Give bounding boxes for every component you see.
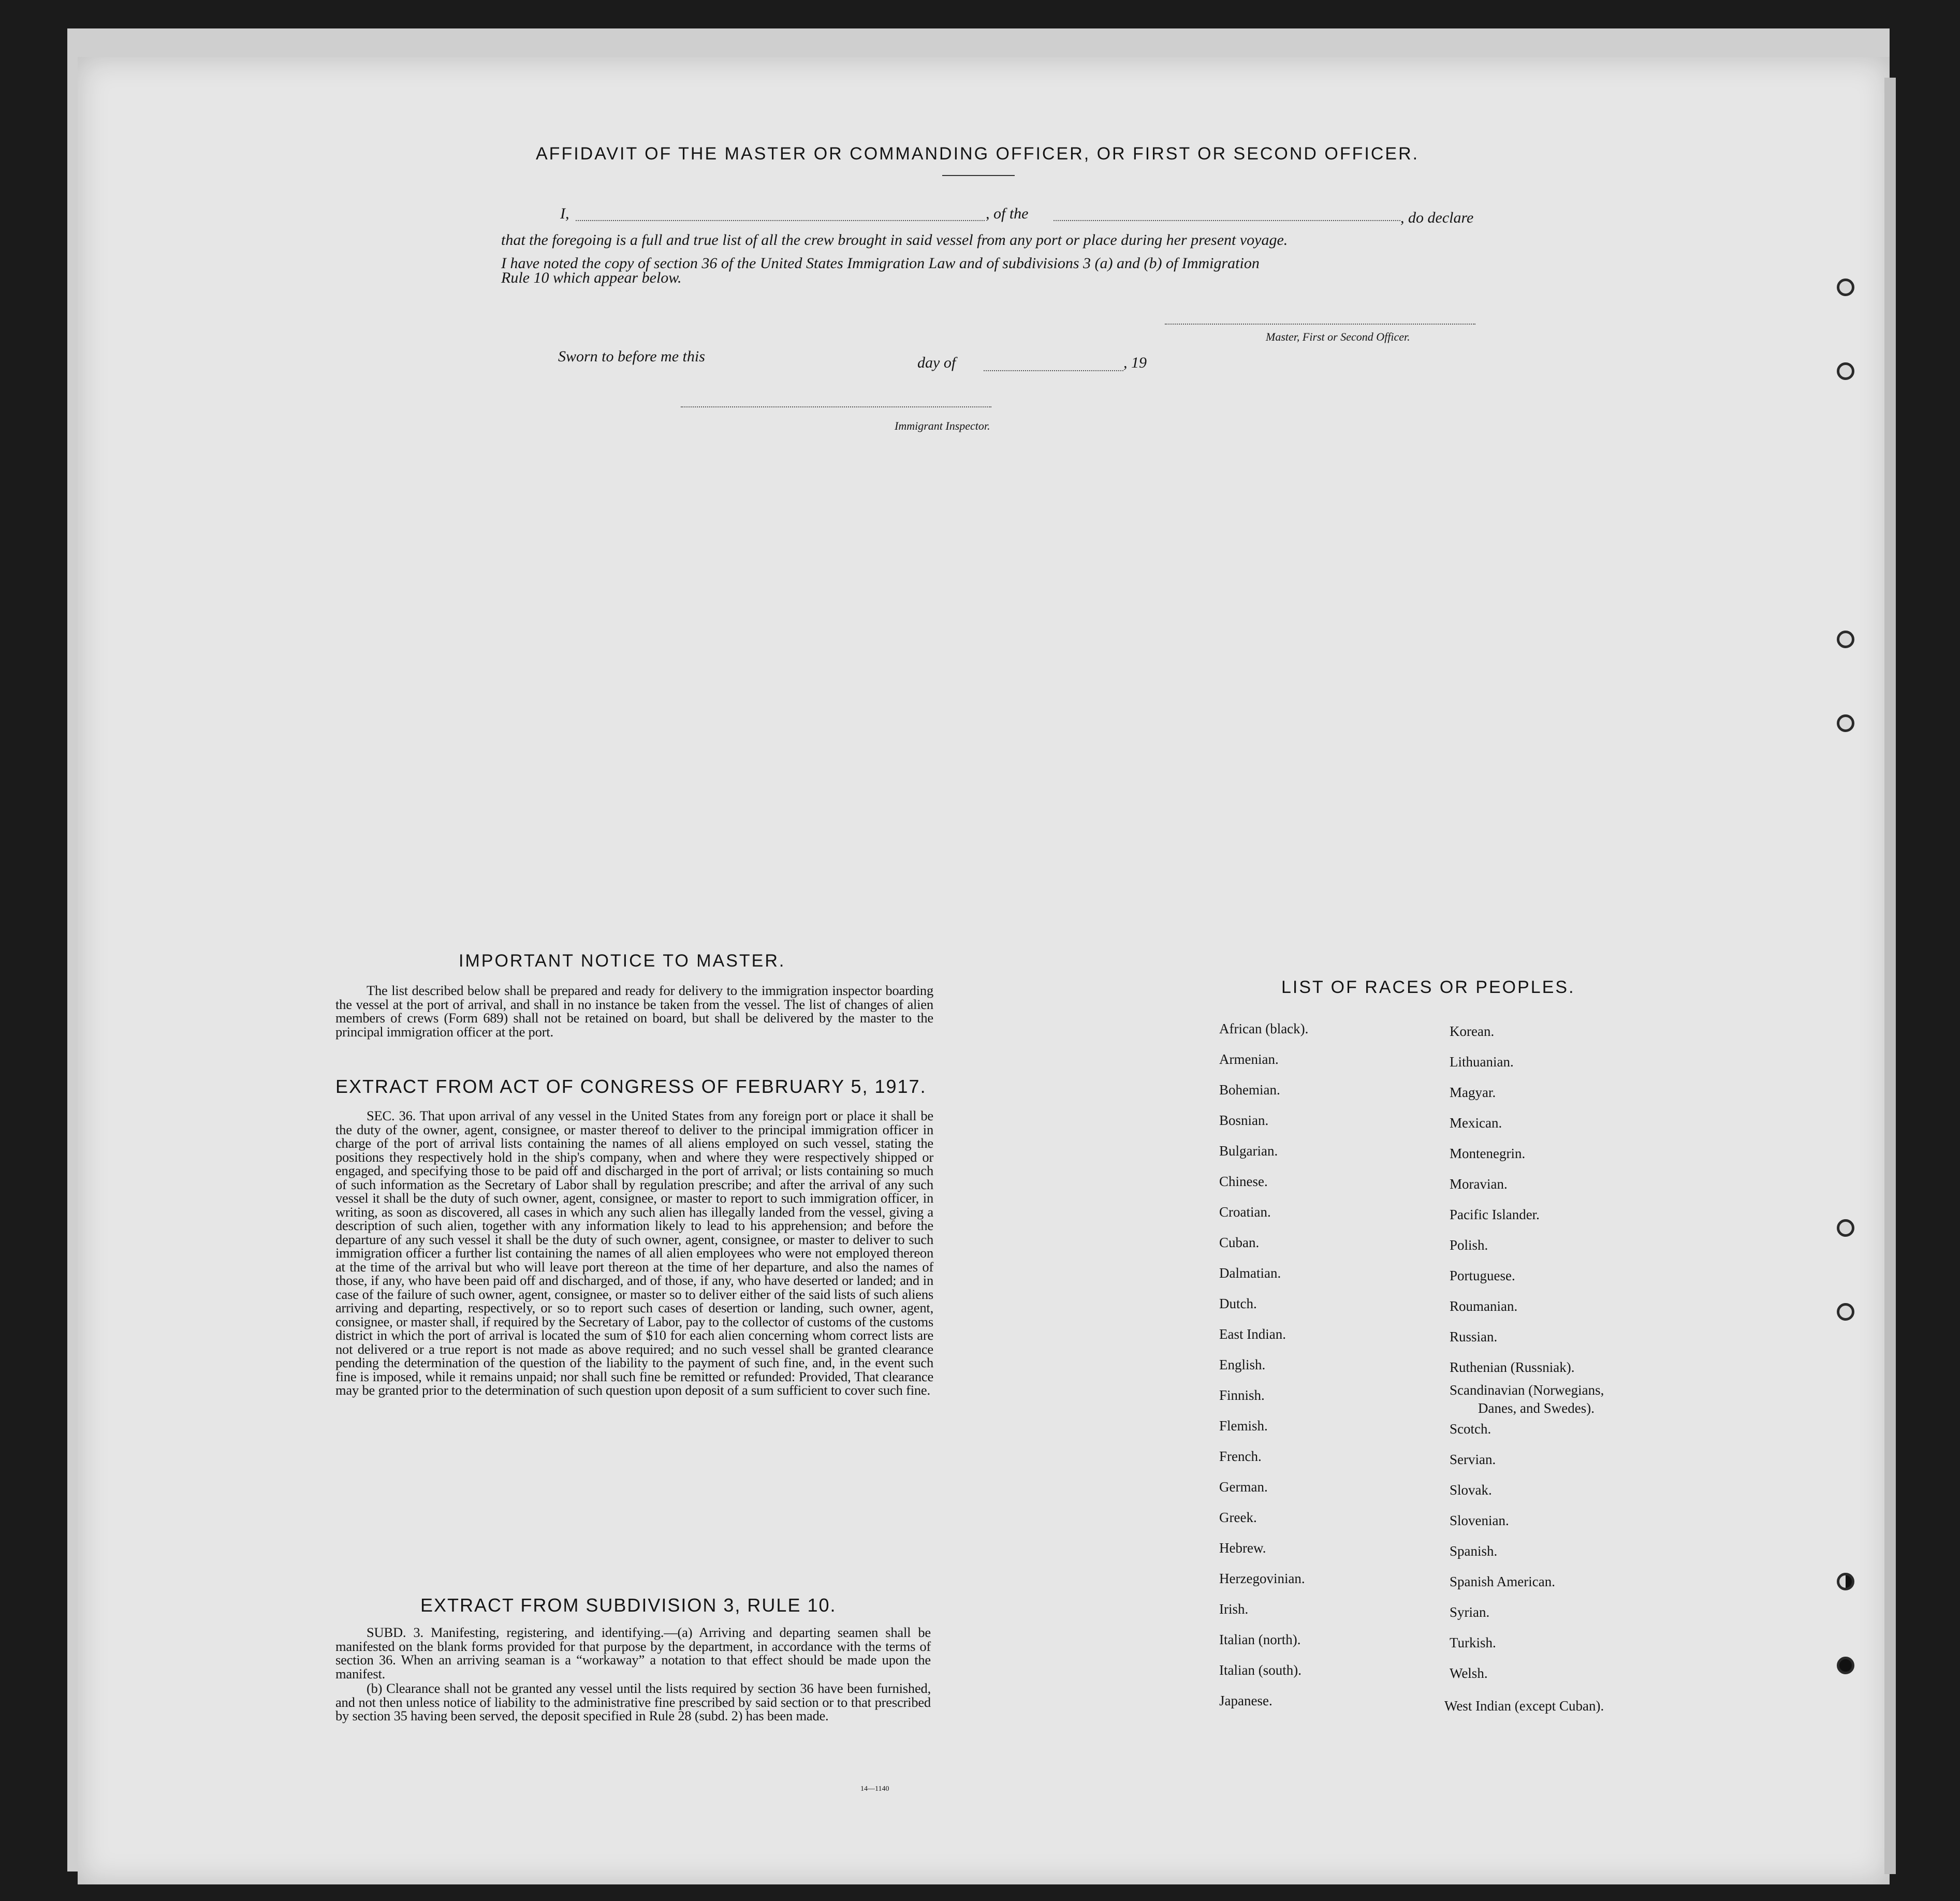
race-item: Spanish. (1450, 1543, 1498, 1559)
race-item: Servian. (1450, 1452, 1496, 1467)
race-item: Bosnian. (1219, 1113, 1269, 1128)
race-item: Syrian. (1450, 1604, 1490, 1620)
form-number: 14—1140 (860, 1785, 889, 1793)
race-item: Greek. (1219, 1510, 1257, 1525)
act-section-36-text: SEC. 36. That upon arrival of any vessel in the United States from any foreign port or place it shall be the duty of the owner, agent, consignee, or master thereof to deliver to the principal immigration officer in charge of the port of arrival lists containing the names of all aliens employed on such vessel, stating the positions they respectively hold in the ship's company, when and where they were respectively shipped or engaged, and specifying those to be paid off and discharged in the port of arrival; or lists containing so much of such information as the Secretary of Labor shall by regulation prescribe; and after the arrival of any such vessel it shall be the duty of such owner, agent, consignee, or master to report to such immigration officer, in writing, as soon as discovered, all cases in which any such alien has illegally landed from the vessel, giving a description of such alien, together with any information likely to lead to his apprehension; and before the departure of any such vessel it shall be the duty of such owner, agent, consignee, or master to deliver to such immigration officer a further list containing the names of all alien employees who were not employed thereon at the time of the arrival but who will leave port thereon at the time of her departure, and also the names of those, if any, who have been paid off and discharged, and of those, if any, who have deserted or landed; and in case of the failure of such owner, agent, consignee, or master so to deliver either of the said lists of such aliens arriving and departing, respectively, or so to report such cases of desertion or landing, such owner, agent, consignee, or master shall, if required by the Secretary of Labor, pay to the collector of customs of the customs district in which the port of arrival is located the sum of $10 for each alien concerning whom correct lists are not delivered or a true report is not made as above required; and no such vessel shall be granted clearance pending the determination of the question of the liability to the payment of such fine, and, in the event such fine is imposed, while it remains unpaid; nor shall such fine be remitted or refunded: Provided, That clearance may be granted prior to the determination of such question upon deposit of a sum sufficient to cover such fine. (335, 1108, 933, 1398)
race-item: Hebrew. (1219, 1540, 1266, 1556)
race-item: Finnish. (1219, 1387, 1265, 1403)
race-item: Bulgarian. (1219, 1143, 1278, 1159)
race-item: West Indian (except Cuban). (1444, 1698, 1604, 1714)
race-item: East Indian. (1219, 1326, 1286, 1342)
race-item: German. (1219, 1479, 1268, 1495)
sworn-month-field[interactable] (984, 370, 1123, 371)
race-item: Armenian. (1219, 1051, 1279, 1067)
race-item: Welsh. (1450, 1665, 1488, 1681)
race-item: Korean. (1450, 1023, 1495, 1039)
document-page (78, 57, 1890, 1884)
do-declare-label: , do declare (1400, 209, 1474, 226)
races-title: LIST OF RACES OR PEOPLES. (1281, 977, 1575, 997)
race-item: Russian. (1450, 1329, 1498, 1344)
punch-hole (1837, 1657, 1854, 1674)
master-signature-label: Master, First or Second Officer. (1266, 330, 1410, 343)
race-item: Roumanian. (1450, 1298, 1518, 1314)
race-item: French. (1219, 1449, 1262, 1464)
race-item: Scotch. (1450, 1421, 1491, 1437)
race-item: Mexican. (1450, 1115, 1502, 1131)
of-the-label: , of the (986, 205, 1029, 222)
punch-hole (1837, 362, 1854, 380)
race-item: Portuguese. (1450, 1268, 1515, 1283)
year-label: , 19 (1123, 354, 1147, 371)
rule-subd-b-text: (b) Clearance shall not be granted any vessel until the lists required by section 36 have been furnished, and not then unless notice of liability to the administrative fine prescribed by said section or to that prescribed by section 35 having been served, the deposit specified in Rule 28 (subd. 2) has been made. (335, 1680, 931, 1723)
punch-hole (1837, 1303, 1854, 1321)
rule-subd-a-text: SUBD. 3. Manifesting, registering, and identifying.—(a) Arriving and departing seamen shall be manifested on the blank forms provided for that purpose by the department, in accordance with the terms of section 36. When an arriving seaman is a “workaway” a notation to that effect should be made upon the manifest. (335, 1625, 931, 1681)
race-item: Dutch. (1219, 1296, 1257, 1311)
race-item: Turkish. (1450, 1635, 1496, 1650)
vessel-name-field[interactable] (1054, 220, 1400, 221)
rule-title: EXTRACT FROM SUBDIVISION 3, RULE 10. (420, 1595, 837, 1616)
punch-hole (1837, 1219, 1854, 1237)
master-signature-field[interactable] (1165, 324, 1475, 325)
race-item: Slovenian. (1450, 1513, 1509, 1528)
declaration-line-1: that the foregoing is a full and true list of all the crew brought in said vessel from any port or place during her present voyage. (501, 231, 1288, 248)
affidavit-title: AFFIDAVIT OF THE MASTER OR COMMANDING OFFICER, OR FIRST OR SECOND OFFICER. (536, 144, 1420, 164)
punch-hole (1837, 631, 1854, 648)
race-item: Dalmatian. (1219, 1265, 1281, 1281)
inspector-signature-field[interactable] (681, 406, 991, 407)
punch-hole (1837, 279, 1854, 296)
notice-title: IMPORTANT NOTICE TO MASTER. (459, 951, 786, 971)
race-item: Chinese. (1219, 1174, 1268, 1189)
page-edge (1884, 78, 1896, 1874)
declarant-name-field[interactable] (576, 220, 985, 221)
race-item: Irish. (1219, 1601, 1249, 1617)
race-item: Danes, and Swedes). (1478, 1400, 1595, 1416)
race-item: Montenegrin. (1450, 1146, 1526, 1161)
title-rule (942, 175, 1015, 176)
declaration-line-2: I have noted the copy of section 36 of the United States Immigration Law and of subdivisions 3 (a) and (b) of Immigration (501, 255, 1260, 272)
race-item: Japanese. (1219, 1693, 1272, 1708)
declarant-prefix: I, (560, 205, 569, 222)
race-item: Spanish American. (1450, 1574, 1555, 1589)
race-item: Lithuanian. (1450, 1054, 1514, 1070)
punch-hole (1837, 714, 1854, 732)
race-item: Flemish. (1219, 1418, 1268, 1434)
race-item: Croatian. (1219, 1204, 1271, 1220)
race-item: Pacific Islander. (1450, 1207, 1540, 1222)
race-item: African (black). (1219, 1021, 1309, 1036)
race-item: Bohemian. (1219, 1082, 1280, 1098)
race-item: Polish. (1450, 1237, 1488, 1253)
act-title: EXTRACT FROM ACT OF CONGRESS OF FEBRUARY 5, 1917. (335, 1076, 927, 1097)
race-item: Italian (north). (1219, 1632, 1301, 1647)
punch-hole (1837, 1573, 1854, 1590)
notice-text: The list described below shall be prepared and ready for delivery to the immigration inspector boarding the vessel at the port of arrival, and shall in no instance be taken from the vessel. The list of changes of alien members of crews (Form 689) shall not be retained on board, but shall be delivered by the master to the principal immigration officer at the port. (335, 983, 933, 1040)
race-item: Cuban. (1219, 1235, 1260, 1250)
race-item: Herzegovinian. (1219, 1571, 1305, 1586)
race-item: Ruthenian (Russniak). (1450, 1359, 1575, 1375)
sworn-label: Sworn to before me this (558, 348, 705, 365)
race-item: English. (1219, 1357, 1266, 1372)
day-of-label: day of (917, 354, 956, 371)
race-item: Italian (south). (1219, 1662, 1301, 1678)
race-item: Moravian. (1450, 1176, 1508, 1192)
declaration-line-3: Rule 10 which appear below. (501, 269, 682, 286)
race-item: Slovak. (1450, 1482, 1492, 1498)
race-item: Magyar. (1450, 1085, 1496, 1100)
inspector-label: Immigrant Inspector. (895, 419, 990, 432)
race-item: Scandinavian (Norwegians, (1450, 1382, 1604, 1398)
